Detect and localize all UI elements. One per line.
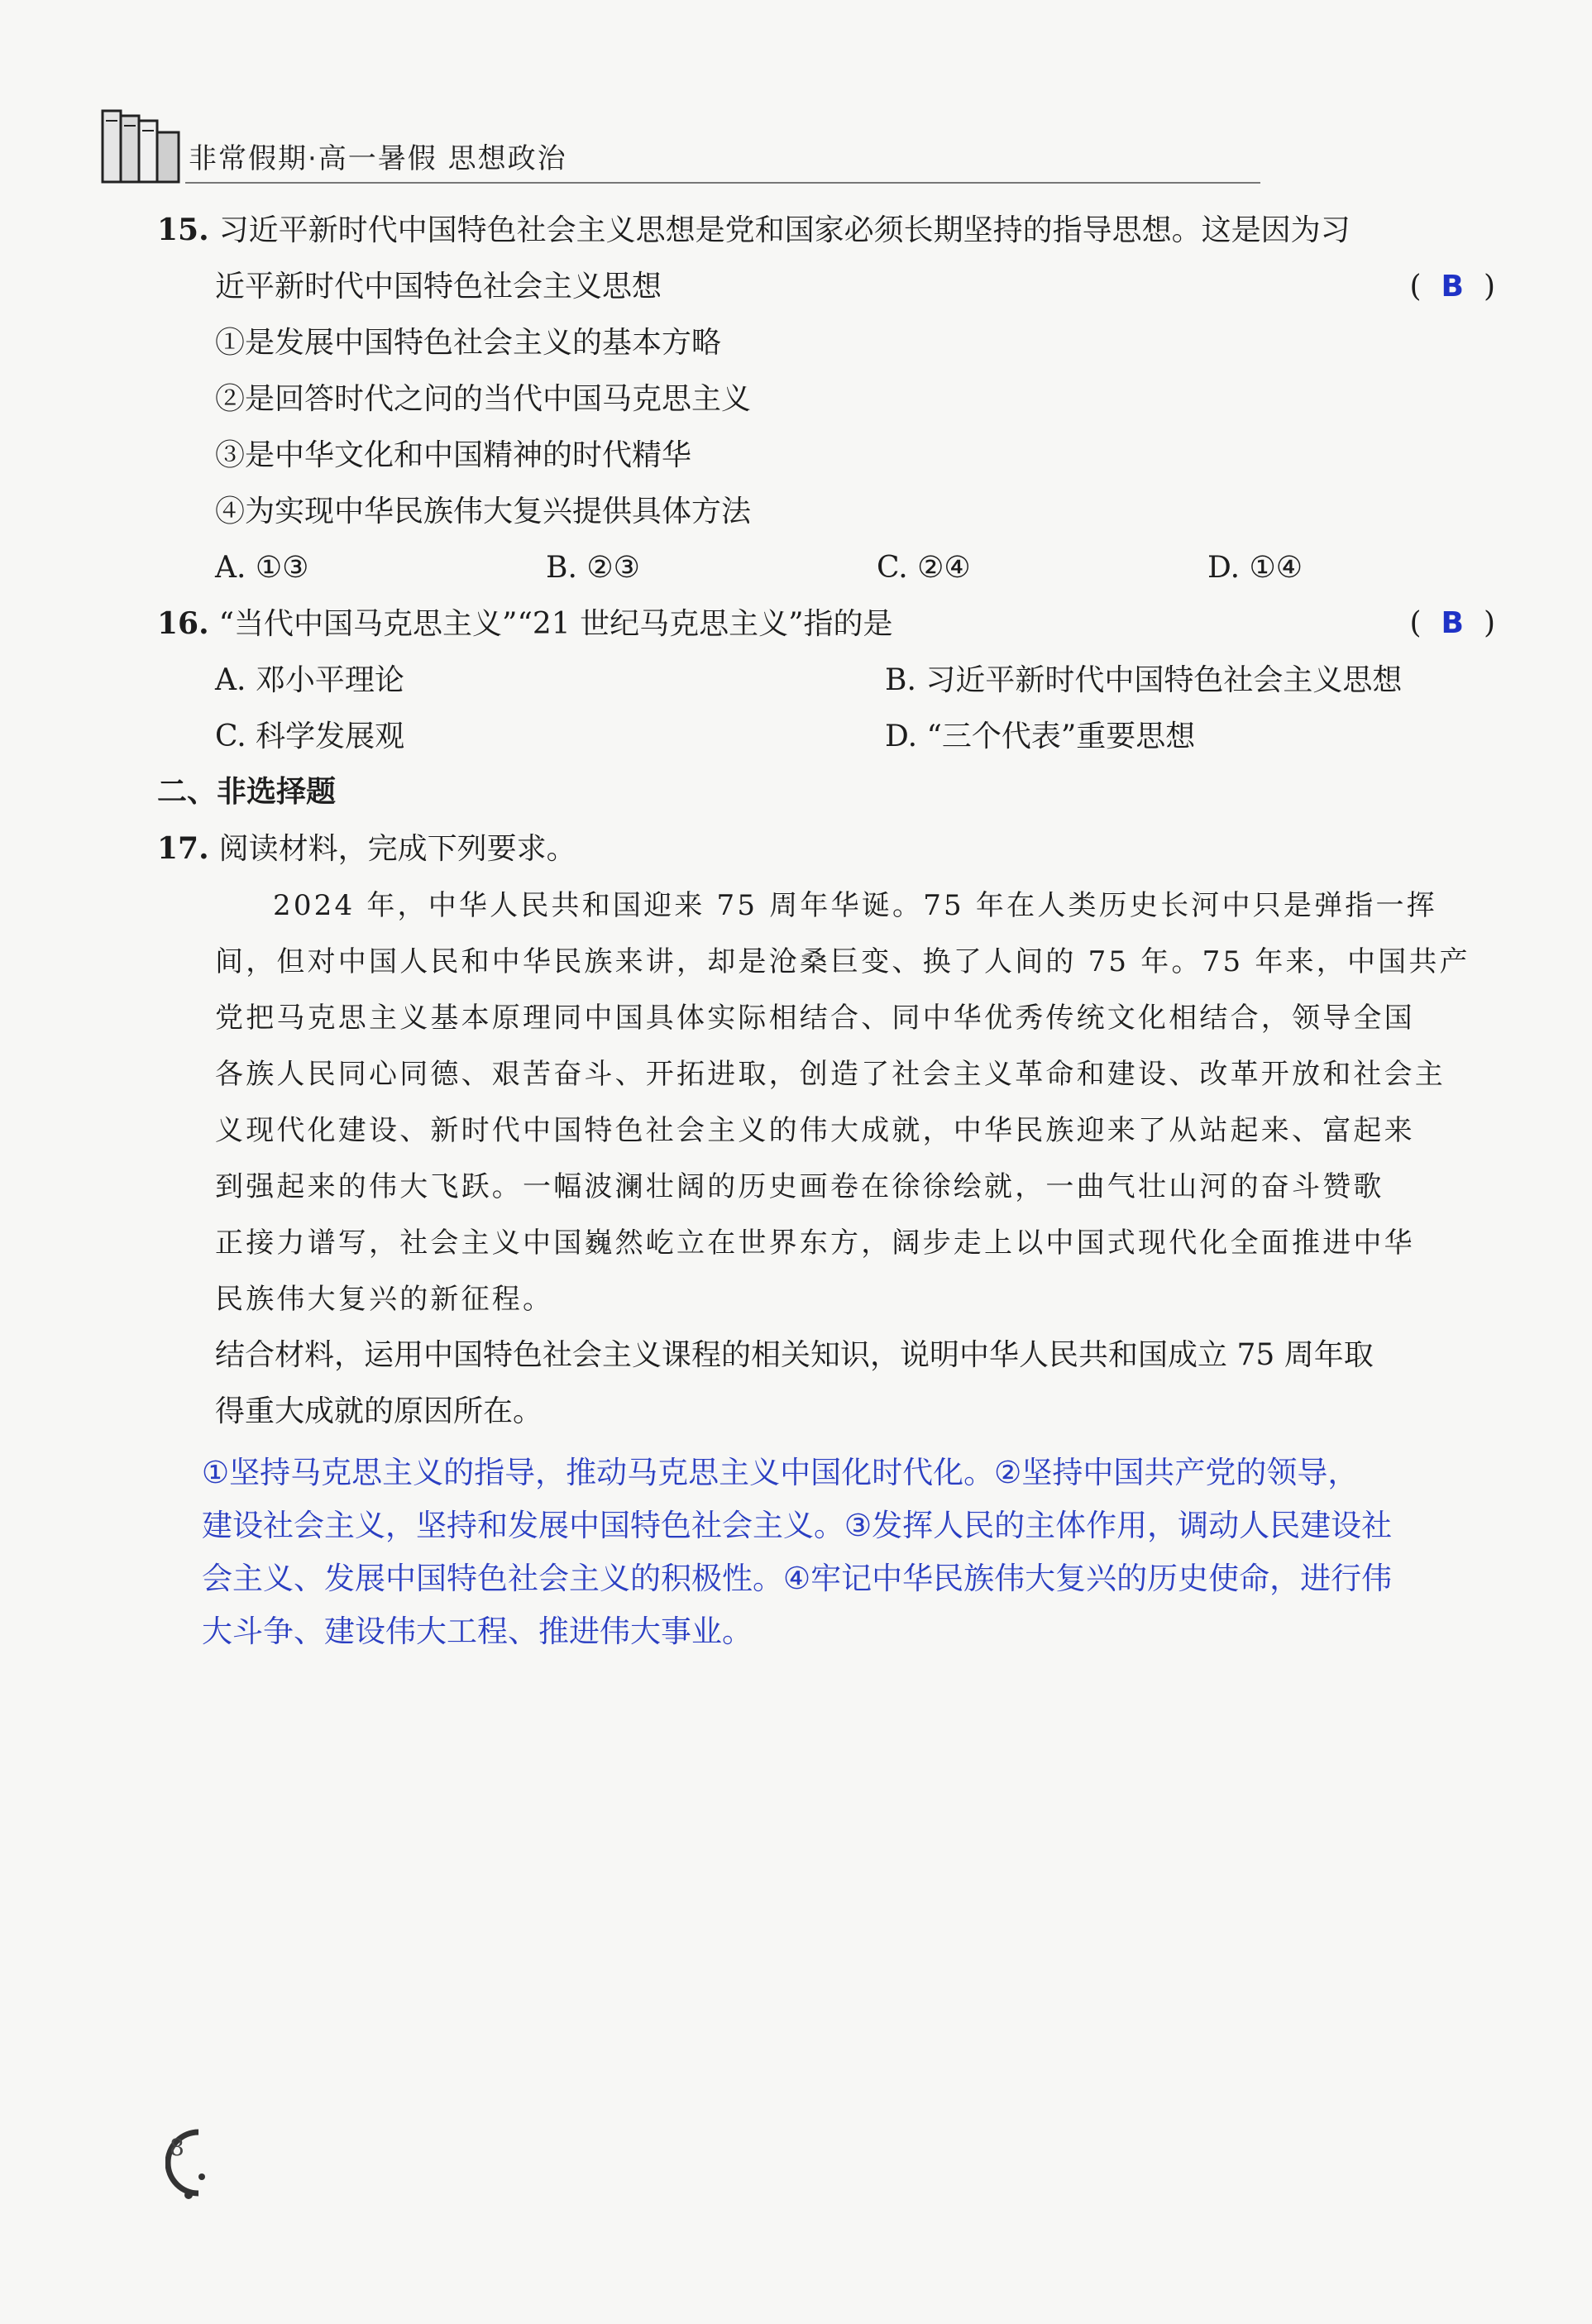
q16-stem-line (157, 595, 1497, 653)
q15-option-c: C. ②④ (877, 551, 971, 585)
question-16 (157, 595, 1497, 765)
q17-stem: 阅读材料，完成下列要求。 (218, 832, 576, 866)
question-17 (157, 820, 1497, 1658)
q17-stem-line (157, 820, 1497, 877)
material-line-8: 民族伟大复兴的新征程。 (215, 1283, 554, 1316)
q15-option-b: B. ②③ (546, 551, 640, 585)
task-line-1: 结合材料，运用中国特色社会主义课程的相关知识，说明中华人民共和国成立 75 周年取 (215, 1338, 1374, 1372)
material-line-6: 到强起来的伟大飞跃。一幅波澜壮阔的历史画卷在徐徐绘就，一曲气壮山河的奋斗赞歌 (215, 1170, 1384, 1203)
material-line-7: 正接力谱写，社会主义中国巍然屹立在世界东方，阔步走上以中国式现代化全面推进中华 (215, 1227, 1415, 1260)
material-line-4: 各族人民同心同德、艰苦奋斗、开拓进取，创造了社会主义革命和建设、改革开放和社会主 (215, 1058, 1446, 1091)
material-line-5: 义现代化建设、新时代中国特色社会主义的伟大成就，中华民族迎来了从站起来、富起来 (215, 1114, 1415, 1147)
q15-item-4: ④为实现中华民族伟大复兴提供具体方法 (215, 495, 752, 528)
q15-stem-line2 (157, 259, 1497, 315)
q17-task (157, 1327, 1497, 1440)
q17-number: 17. (157, 831, 209, 866)
q15-option-d: D. ①④ (1207, 551, 1303, 585)
q15-item-2: ②是回答时代之问的当代中国马克思主义 (215, 382, 752, 416)
q15-answer-box: ( B ) (1409, 270, 1497, 304)
q16-stem: “当代中国马克思主义”“21 世纪马克思主义”指的是 (218, 607, 893, 641)
question-15 (157, 202, 1497, 596)
q15-number: 15. (157, 213, 209, 247)
answer-line-1: ①坚持马克思主义的指导，推动马克思主义中国化时代化。②坚持中国共产党的领导， (202, 1455, 1359, 1490)
q17-written-answer (157, 1447, 1497, 1658)
q16-answer: B (1441, 606, 1465, 640)
q15-option-a: A. ①③ (215, 551, 309, 585)
page-header (99, 98, 1505, 189)
answer-line-3: 会主义、发展中国特色社会主义的积极性。④牢记中华民族伟大复兴的历史使命，进行伟 (202, 1561, 1393, 1596)
q16-options-row2 (157, 709, 1497, 765)
material-line-2: 间，但对中国人民和中华民族来讲，却是沧桑巨变、换了人间的 75 年。75 年来，中国共产 (215, 945, 1470, 978)
q16-option-d: D. “三个代表”重要思想 (885, 720, 1196, 753)
q16-option-c: C. 科学发展观 (215, 720, 405, 753)
task-line-2: 得重大成就的原因所在。 (215, 1394, 543, 1428)
q15-item-1: ①是发展中国特色社会主义的基本方略 (215, 326, 722, 360)
q17-material (157, 877, 1497, 1327)
material-line-3: 党把马克思主义基本原理同中国具体实际相结合、同中华优秀传统文化相结合，领导全国 (215, 1002, 1415, 1035)
answer-line-2: 建设社会主义，坚持和发展中国特色社会主义。③发挥人民的主体作用，调动人民建设社 (202, 1508, 1393, 1543)
section-2 (157, 764, 1497, 820)
section-2-title: 二、非选择题 (157, 775, 337, 809)
q16-option-b: B. 习近平新时代中国特色社会主义思想 (885, 663, 1403, 697)
q16-option-a: A. 邓小平理论 (215, 663, 404, 697)
q16-number: 16. (157, 606, 209, 641)
q16-answer-box: ( B ) (1409, 606, 1497, 640)
page-number: 8 (170, 2134, 184, 2161)
q15-stem-line1 (157, 202, 1497, 259)
books-icon (99, 104, 182, 187)
answer-line-4: 大斗争、建设伟大工程、推进伟大事业。 (202, 1614, 753, 1649)
q15-stem-text2: 近平新时代中国特色社会主义思想 (215, 270, 662, 304)
q15-options (157, 540, 1497, 596)
q15-stem-text1: 习近平新时代中国特色社会主义思想是党和国家必须长期坚持的指导思想。这是因为习 (218, 213, 1351, 247)
q15-answer: B (1441, 270, 1465, 304)
material-line-1: 2024 年，中华人民共和国迎来 75 周年华诞。75 年在人类历史长河中只是弹指一挥 (273, 889, 1437, 922)
q15-item-3: ③是中华文化和中国精神的时代精华 (215, 438, 692, 472)
header-title: 非常假期·高一暑假 思想政治 (189, 142, 567, 175)
header-rule (185, 182, 1260, 184)
q16-options-row1 (157, 653, 1497, 709)
